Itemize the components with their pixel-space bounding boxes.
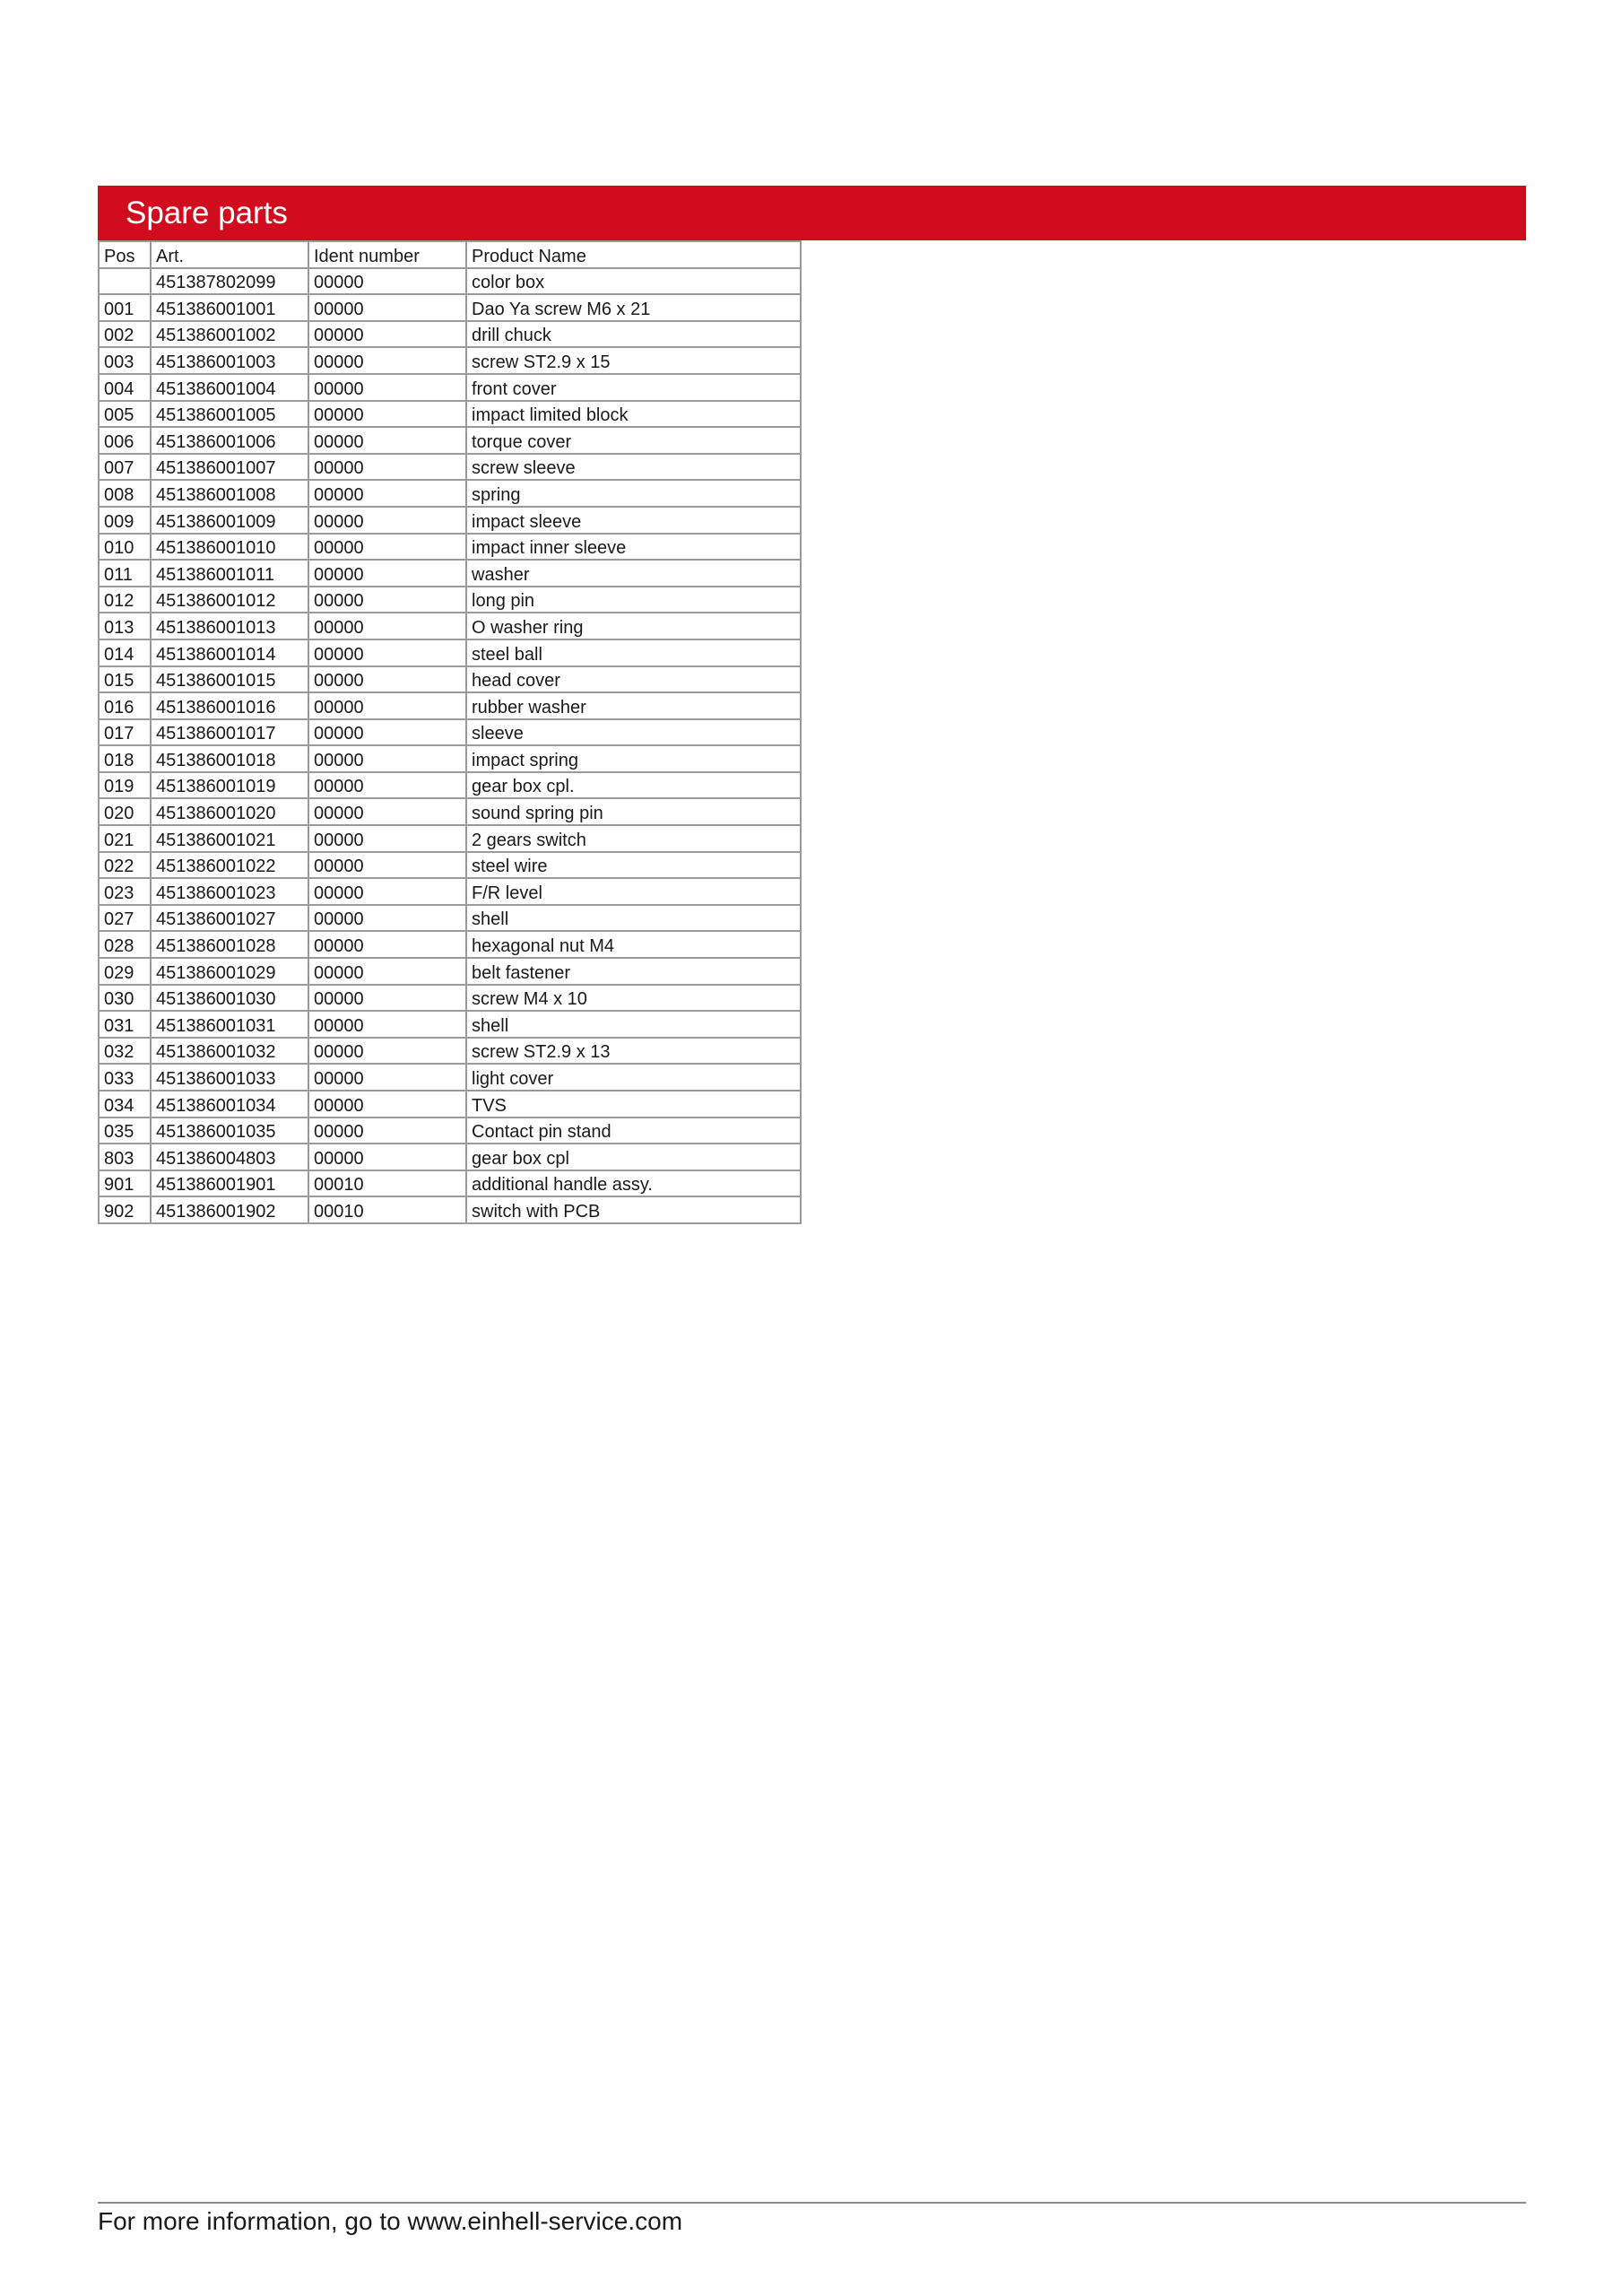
- product-name-cell: impact spring: [466, 745, 801, 772]
- table-row: [99, 878, 801, 905]
- spare-parts-table: [98, 240, 802, 1224]
- column-header-ident-number: Ident number: [308, 241, 466, 268]
- pos-cell: 013: [99, 613, 151, 639]
- product-name-cell: hexagonal nut M4: [466, 931, 801, 958]
- art-cell: 451386001010: [151, 534, 308, 561]
- ident-number-cell: 00000: [308, 613, 466, 639]
- ident-number-cell: 00000: [308, 958, 466, 985]
- table-row: [99, 427, 801, 454]
- ident-number-cell: 00000: [308, 560, 466, 587]
- ident-number-cell: 00000: [308, 666, 466, 693]
- product-name-cell: screw sleeve: [466, 454, 801, 481]
- ident-number-cell: 00000: [308, 294, 466, 321]
- product-name-cell: F/R level: [466, 878, 801, 905]
- art-cell: 451387802099: [151, 268, 308, 295]
- pos-cell: 018: [99, 745, 151, 772]
- art-cell: 451386001901: [151, 1170, 308, 1197]
- product-name-cell: spring: [466, 480, 801, 507]
- pos-cell: 028: [99, 931, 151, 958]
- ident-number-cell: 00000: [308, 825, 466, 852]
- page-title: Spare parts: [126, 196, 288, 230]
- ident-number-cell: 00000: [308, 985, 466, 1012]
- table-row: [99, 905, 801, 932]
- art-cell: 451386001029: [151, 958, 308, 985]
- pos-cell: 008: [99, 480, 151, 507]
- pos-cell: 012: [99, 587, 151, 613]
- pos-cell: [99, 268, 151, 295]
- ident-number-cell: 00000: [308, 587, 466, 613]
- table-row: [99, 772, 801, 799]
- art-cell: 451386001002: [151, 321, 308, 348]
- footer-divider: [98, 2202, 1526, 2204]
- table-row: [99, 1091, 801, 1118]
- art-cell: 451386001015: [151, 666, 308, 693]
- pos-cell: 029: [99, 958, 151, 985]
- ident-number-cell: 00000: [308, 931, 466, 958]
- art-cell: 451386001001: [151, 294, 308, 321]
- table-row: [99, 1038, 801, 1065]
- table-row: [99, 374, 801, 401]
- art-cell: 451386001006: [151, 427, 308, 454]
- ident-number-cell: 00000: [308, 374, 466, 401]
- ident-number-cell: 00000: [308, 878, 466, 905]
- pos-cell: 803: [99, 1144, 151, 1170]
- product-name-cell: impact inner sleeve: [466, 534, 801, 561]
- ident-number-cell: 00000: [308, 905, 466, 932]
- ident-number-cell: 00000: [308, 1064, 466, 1091]
- product-name-cell: steel wire: [466, 852, 801, 879]
- pos-cell: 901: [99, 1170, 151, 1197]
- product-name-cell: switch with PCB: [466, 1196, 801, 1223]
- ident-number-cell: 00000: [308, 268, 466, 295]
- pos-cell: 015: [99, 666, 151, 693]
- footer-info-text: For more information, go to www.einhell-service.com: [98, 2207, 683, 2235]
- table-row: [99, 321, 801, 348]
- ident-number-cell: 00000: [308, 427, 466, 454]
- pos-cell: 021: [99, 825, 151, 852]
- table-row: [99, 958, 801, 985]
- pos-cell: 006: [99, 427, 151, 454]
- pos-cell: 007: [99, 454, 151, 481]
- product-name-cell: screw ST2.9 x 15: [466, 347, 801, 374]
- pos-cell: 014: [99, 639, 151, 666]
- pos-cell: 011: [99, 560, 151, 587]
- pos-cell: 017: [99, 719, 151, 746]
- table-row: [99, 480, 801, 507]
- ident-number-cell: 00000: [308, 798, 466, 825]
- pos-cell: 031: [99, 1011, 151, 1038]
- table-row: [99, 294, 801, 321]
- table-row: [99, 1196, 801, 1223]
- table-row: [99, 666, 801, 693]
- column-header-art: Art.: [151, 241, 308, 268]
- pos-cell: 005: [99, 401, 151, 428]
- ident-number-cell: 00000: [308, 321, 466, 348]
- table-row: [99, 587, 801, 613]
- ident-number-cell: 00010: [308, 1170, 466, 1197]
- pos-cell: 027: [99, 905, 151, 932]
- ident-number-cell: 00000: [308, 507, 466, 534]
- pos-cell: 001: [99, 294, 151, 321]
- product-name-cell: rubber washer: [466, 692, 801, 719]
- ident-number-cell: 00000: [308, 1038, 466, 1065]
- product-name-cell: Dao Ya screw M6 x 21: [466, 294, 801, 321]
- table-row: [99, 1170, 801, 1197]
- table-row: [99, 507, 801, 534]
- ident-number-cell: 00000: [308, 1144, 466, 1170]
- ident-number-cell: 00000: [308, 639, 466, 666]
- pos-cell: 010: [99, 534, 151, 561]
- art-cell: 451386001004: [151, 374, 308, 401]
- ident-number-cell: 00000: [308, 1118, 466, 1144]
- table-row: [99, 798, 801, 825]
- art-cell: 451386001021: [151, 825, 308, 852]
- art-cell: 451386001008: [151, 480, 308, 507]
- ident-number-cell: 00000: [308, 1091, 466, 1118]
- art-cell: 451386001017: [151, 719, 308, 746]
- ident-number-cell: 00000: [308, 772, 466, 799]
- art-cell: 451386001005: [151, 401, 308, 428]
- pos-cell: 003: [99, 347, 151, 374]
- table-row: [99, 719, 801, 746]
- art-cell: 451386001032: [151, 1038, 308, 1065]
- ident-number-cell: 00000: [308, 692, 466, 719]
- pos-cell: 030: [99, 985, 151, 1012]
- art-cell: 451386001011: [151, 560, 308, 587]
- product-name-cell: sleeve: [466, 719, 801, 746]
- table-row: [99, 1064, 801, 1091]
- product-name-cell: color box: [466, 268, 801, 295]
- art-cell: 451386004803: [151, 1144, 308, 1170]
- pos-cell: 002: [99, 321, 151, 348]
- product-name-cell: steel ball: [466, 639, 801, 666]
- art-cell: 451386001003: [151, 347, 308, 374]
- art-cell: 451386001014: [151, 639, 308, 666]
- product-name-cell: TVS: [466, 1091, 801, 1118]
- ident-number-cell: 00000: [308, 534, 466, 561]
- product-name-cell: O washer ring: [466, 613, 801, 639]
- art-cell: 451386001030: [151, 985, 308, 1012]
- art-cell: 451386001902: [151, 1196, 308, 1223]
- ident-number-cell: 00000: [308, 347, 466, 374]
- product-name-cell: light cover: [466, 1064, 801, 1091]
- table-row: [99, 401, 801, 428]
- product-name-cell: washer: [466, 560, 801, 587]
- art-cell: 451386001013: [151, 613, 308, 639]
- column-header-pos: Pos: [99, 241, 151, 268]
- art-cell: 451386001028: [151, 931, 308, 958]
- table-row: [99, 1011, 801, 1038]
- product-name-cell: drill chuck: [466, 321, 801, 348]
- pos-cell: 032: [99, 1038, 151, 1065]
- table-row: [99, 985, 801, 1012]
- table-row: [99, 1144, 801, 1170]
- ident-number-cell: 00000: [308, 1011, 466, 1038]
- art-cell: 451386001009: [151, 507, 308, 534]
- pos-cell: 004: [99, 374, 151, 401]
- art-cell: 451386001020: [151, 798, 308, 825]
- product-name-cell: sound spring pin: [466, 798, 801, 825]
- product-name-cell: screw M4 x 10: [466, 985, 801, 1012]
- art-cell: 451386001016: [151, 692, 308, 719]
- table-row: [99, 534, 801, 561]
- ident-number-cell: 00010: [308, 1196, 466, 1223]
- pos-cell: 016: [99, 692, 151, 719]
- pos-cell: 019: [99, 772, 151, 799]
- art-cell: 451386001034: [151, 1091, 308, 1118]
- table-row: [99, 745, 801, 772]
- pos-cell: 035: [99, 1118, 151, 1144]
- product-name-cell: gear box cpl.: [466, 772, 801, 799]
- pos-cell: 022: [99, 852, 151, 879]
- table-row: [99, 852, 801, 879]
- column-header-product-name: Product Name: [466, 241, 801, 268]
- product-name-cell: screw ST2.9 x 13: [466, 1038, 801, 1065]
- table-row: [99, 613, 801, 639]
- pos-cell: 902: [99, 1196, 151, 1223]
- product-name-cell: long pin: [466, 587, 801, 613]
- product-name-cell: Contact pin stand: [466, 1118, 801, 1144]
- ident-number-cell: 00000: [308, 454, 466, 481]
- table-row: [99, 347, 801, 374]
- table-header-row: [99, 241, 801, 268]
- product-name-cell: shell: [466, 1011, 801, 1038]
- table-row: [99, 268, 801, 295]
- art-cell: 451386001007: [151, 454, 308, 481]
- product-name-cell: front cover: [466, 374, 801, 401]
- table-row: [99, 454, 801, 481]
- art-cell: 451386001012: [151, 587, 308, 613]
- ident-number-cell: 00000: [308, 745, 466, 772]
- ident-number-cell: 00000: [308, 480, 466, 507]
- art-cell: 451386001027: [151, 905, 308, 932]
- pos-cell: 020: [99, 798, 151, 825]
- table-row: [99, 560, 801, 587]
- table-row: [99, 639, 801, 666]
- product-name-cell: gear box cpl: [466, 1144, 801, 1170]
- section-header-bar: [98, 186, 1526, 240]
- product-name-cell: additional handle assy.: [466, 1170, 801, 1197]
- ident-number-cell: 00000: [308, 401, 466, 428]
- pos-cell: 033: [99, 1064, 151, 1091]
- ident-number-cell: 00000: [308, 852, 466, 879]
- product-name-cell: shell: [466, 905, 801, 932]
- art-cell: 451386001023: [151, 878, 308, 905]
- ident-number-cell: 00000: [308, 719, 466, 746]
- art-cell: 451386001033: [151, 1064, 308, 1091]
- art-cell: 451386001019: [151, 772, 308, 799]
- art-cell: 451386001022: [151, 852, 308, 879]
- table-row: [99, 692, 801, 719]
- product-name-cell: impact sleeve: [466, 507, 801, 534]
- pos-cell: 034: [99, 1091, 151, 1118]
- pos-cell: 009: [99, 507, 151, 534]
- product-name-cell: torque cover: [466, 427, 801, 454]
- art-cell: 451386001018: [151, 745, 308, 772]
- art-cell: 451386001031: [151, 1011, 308, 1038]
- art-cell: 451386001035: [151, 1118, 308, 1144]
- table-row: [99, 825, 801, 852]
- product-name-cell: 2 gears switch: [466, 825, 801, 852]
- product-name-cell: impact limited block: [466, 401, 801, 428]
- product-name-cell: head cover: [466, 666, 801, 693]
- product-name-cell: belt fastener: [466, 958, 801, 985]
- table-row: [99, 1118, 801, 1144]
- table-row: [99, 931, 801, 958]
- pos-cell: 023: [99, 878, 151, 905]
